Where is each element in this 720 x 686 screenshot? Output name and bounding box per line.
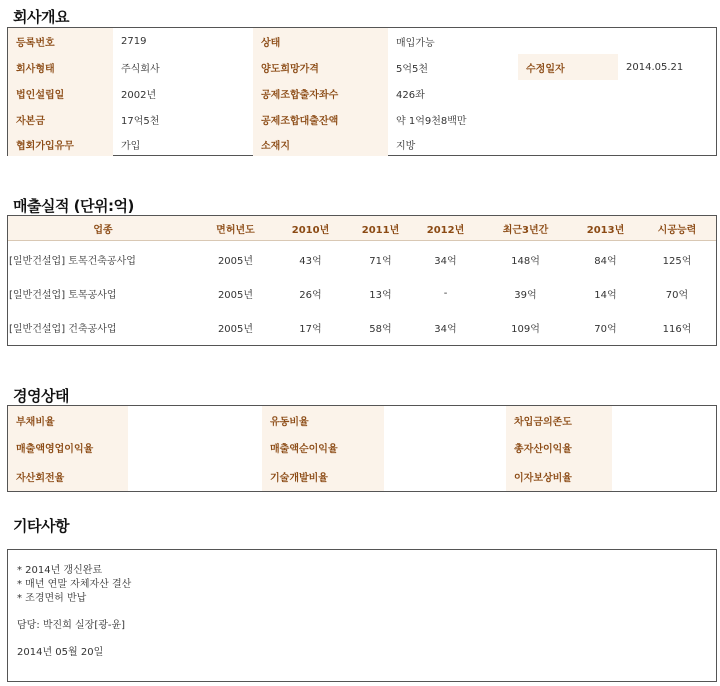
cell-2012: - [443,287,448,299]
cell-2011: 13억 [369,289,392,301]
value-rnd-ratio [384,461,506,491]
value-net-margin [384,434,506,461]
label-modified-date: 수정일자 [518,54,618,80]
table-row [8,132,716,156]
cell-2013: 14억 [594,289,617,301]
value-union-shares: 426좌 [396,89,425,101]
cell-industry: [일반건설업] 토목공사업 [9,289,117,301]
misc-line: 2014년 05월 20일 [17,647,104,658]
table-row [8,54,716,80]
label-current-ratio: 유동비율 [262,406,384,434]
value-status: 매입가능 [396,37,435,49]
label-roa: 총자산이익율 [506,434,612,461]
value-debt-ratio [128,406,262,434]
value-roa [612,434,716,461]
value-capital: 17억5천 [121,115,160,127]
misc-line: * 매년 연말 자체자산 결산 [17,579,132,590]
table-row [8,434,716,461]
cell-2010: 43억 [299,255,322,267]
value-location: 지방 [396,140,416,152]
label-location: 소재지 [253,132,388,156]
col-header-2013: 2013년 [586,225,625,236]
cell-capacity: 70억 [665,289,689,301]
col-header-recent-3yrs: 최근3년간 [502,225,549,236]
col-header-2010: 2010년 [291,225,330,236]
label-status: 상태 [253,28,388,54]
misc-title: 기타사항 [13,517,69,535]
cell-2013: 70억 [594,323,617,335]
cell-industry: [일반건설업] 건축공사업 [9,323,117,335]
label-net-margin: 매출액순이익율 [262,434,384,461]
cell-industry: [일반건설업] 토목건축공사업 [9,255,136,267]
overview-title: 회사개요 [13,8,69,26]
label-interest-coverage: 이자보상비율 [506,461,612,491]
cell-capacity: 116억 [662,323,692,335]
cell-2010: 17억 [299,323,322,335]
col-header-license-year: 면허년도 [216,225,255,236]
cell-license-year: 2005년 [217,289,254,301]
value-registration-no: 2719 [121,35,147,47]
value-asking-price: 5억5천 [396,63,429,75]
table-row [8,80,716,106]
label-registration-no: 등록번호 [8,28,113,54]
label-union-loan: 공제조합대출잔액 [253,106,388,132]
cell-license-year: 2005년 [217,323,254,335]
table-row [8,277,716,309]
sales-header-row [8,216,716,241]
cell-recent-3yrs: 148억 [511,255,540,267]
value-company-type: 주식회사 [121,63,160,75]
management-table [7,405,717,492]
cell-2012: 34억 [434,255,457,267]
table-row [8,461,716,491]
value-modified-date: 2014.05.21 [626,61,684,73]
sales-table [7,215,717,346]
label-asset-turnover: 자산회전율 [8,461,128,491]
label-rnd-ratio: 기술개발비율 [262,461,384,491]
value-borrowing-dependency [612,406,716,434]
label-asking-price: 양도희망가격 [253,54,388,80]
value-founded: 2002년 [121,89,157,101]
cell-2013: 84억 [594,255,617,267]
cell-2011: 58억 [369,323,392,335]
cell-recent-3yrs: 39억 [514,289,537,301]
label-borrowing-dependency: 차입금의존도 [506,406,612,434]
label-capital: 자본금 [8,106,113,132]
cell-license-year: 2005년 [217,255,254,267]
misc-line: * 2014년 갱신완료 [17,565,103,576]
label-association: 협회가입유무 [8,132,113,156]
label-debt-ratio: 부채비율 [8,406,128,434]
col-header-2012: 2012년 [426,225,465,236]
cell-2010: 26억 [299,289,322,301]
misc-line: 담당: 박진희 실장[광-윤] [17,620,126,631]
table-row [8,106,716,132]
management-title: 경영상태 [13,387,69,405]
overview-table [7,27,717,156]
col-header-2011: 2011년 [361,225,400,236]
col-header-industry: 업종 [93,225,113,236]
value-union-loan: 약 1억9천8백만 [396,115,467,127]
cell-2011: 71억 [369,255,392,267]
table-row [8,28,716,54]
cell-2012: 34억 [434,323,457,335]
value-association: 가입 [121,140,141,152]
value-asset-turnover [128,461,262,491]
cell-recent-3yrs: 109억 [511,323,540,335]
value-interest-coverage [612,461,716,491]
col-header-capacity: 시공능력 [657,225,697,236]
value-current-ratio [384,406,506,434]
table-row [8,243,716,275]
misc-box [7,549,717,682]
label-union-shares: 공제조합출자좌수 [253,80,388,106]
label-founded: 법인설립일 [8,80,113,106]
sales-title: 매출실적 (단위:억) [13,197,134,215]
label-company-type: 회사형태 [8,54,113,80]
table-row [8,311,716,343]
label-operating-margin: 매출액영업이익율 [8,434,128,461]
misc-line: * 조경면허 반납 [17,593,87,604]
value-operating-margin [128,434,262,461]
table-row [8,406,716,434]
cell-capacity: 125억 [662,255,692,267]
